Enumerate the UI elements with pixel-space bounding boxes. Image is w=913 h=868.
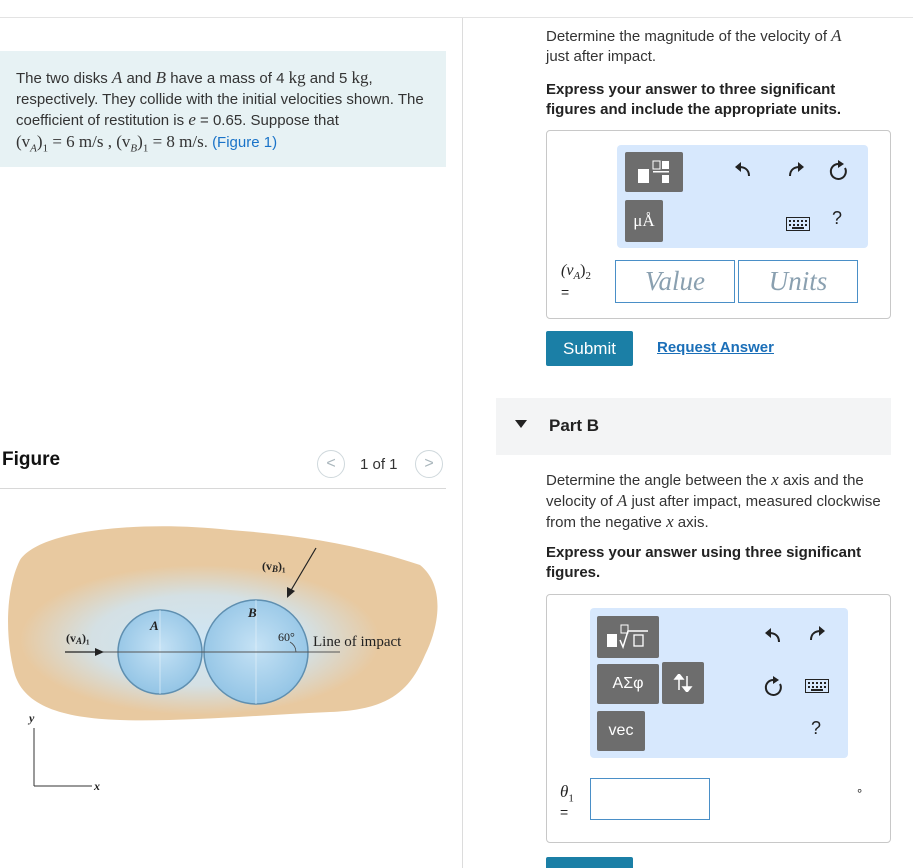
vector-button[interactable] bbox=[597, 711, 645, 751]
reset-button-b[interactable] bbox=[763, 676, 785, 698]
swap-arrows-icon bbox=[673, 674, 693, 692]
units-input[interactable]: Units bbox=[738, 260, 858, 303]
parta-instruction: Express your answer to three significant figures and include the appropriate units. bbox=[546, 81, 842, 118]
template-button[interactable] bbox=[625, 152, 683, 192]
keyboard-icon bbox=[786, 217, 810, 231]
redo-button[interactable] bbox=[786, 160, 806, 180]
caret-down-icon[interactable] bbox=[515, 420, 527, 428]
figure-next-button[interactable] bbox=[415, 450, 443, 478]
greek-button[interactable] bbox=[597, 664, 659, 704]
undo-button[interactable] bbox=[733, 160, 753, 180]
request-answer-link[interactable]: Request Answer bbox=[657, 339, 774, 356]
undo-icon bbox=[764, 627, 782, 645]
reset-icon bbox=[828, 160, 850, 182]
partb-question: Determine the angle between the x axis and the velocity of A just after impact, measured clockwise from the negative x axis. bbox=[546, 470, 881, 531]
parta-variable-label: $(v_A)_2$ bbox=[561, 262, 591, 283]
radical-template-icon bbox=[604, 622, 652, 652]
figure-title: Figure bbox=[2, 449, 61, 470]
label-angle: 60° bbox=[278, 630, 295, 644]
fraction-template-icon bbox=[634, 158, 674, 186]
arrows-button[interactable] bbox=[662, 662, 704, 704]
undo-icon bbox=[734, 161, 752, 179]
undo-button-b[interactable] bbox=[763, 626, 783, 646]
help-button[interactable]: ? bbox=[832, 208, 843, 228]
greek-icon: ΑΣφ bbox=[612, 675, 644, 692]
reset-icon bbox=[763, 676, 785, 698]
partb-equals: = bbox=[560, 804, 569, 820]
degree-unit: ° bbox=[857, 786, 863, 801]
figure-divider bbox=[0, 488, 446, 489]
value-input[interactable]: Value bbox=[615, 260, 735, 303]
label-x: x bbox=[94, 779, 100, 793]
redo-icon bbox=[787, 161, 805, 179]
partb-variable-label: $\theta_1$ bbox=[560, 782, 574, 805]
label-va1: (vA)₁ bbox=[66, 631, 90, 646]
chevron-left-icon: < bbox=[326, 455, 336, 472]
column-divider bbox=[462, 18, 463, 868]
submit-button[interactable]: Submit bbox=[546, 331, 633, 366]
vector-icon: vec bbox=[608, 722, 634, 739]
parta-equals: = bbox=[561, 284, 570, 300]
label-line-of-impact: Line of impact bbox=[313, 634, 402, 650]
keyboard-button-b[interactable] bbox=[805, 678, 829, 694]
keyboard-icon bbox=[805, 679, 829, 693]
help-button-b[interactable]: ? bbox=[811, 718, 822, 738]
keyboard-button[interactable] bbox=[786, 216, 810, 232]
parta-question: Determine the magnitude of the velocity of A just after impact. bbox=[546, 26, 842, 65]
reset-button[interactable] bbox=[828, 160, 850, 182]
angle-input[interactable] bbox=[590, 778, 710, 820]
units-button[interactable] bbox=[625, 200, 663, 242]
label-b: B bbox=[248, 605, 257, 620]
figure-link[interactable]: (Figure 1) bbox=[212, 133, 278, 151]
partb-instruction: Express your answer using three significant figures. bbox=[546, 544, 862, 581]
units-icon: μÅ bbox=[633, 211, 655, 230]
redo-button-b[interactable] bbox=[807, 624, 827, 644]
partb-title[interactable]: Part B bbox=[549, 416, 600, 435]
submit-button-b[interactable] bbox=[546, 857, 633, 868]
figure-pager: 1 of 1 bbox=[360, 456, 398, 473]
collision-figure bbox=[0, 490, 446, 810]
figure-prev-button[interactable] bbox=[317, 450, 345, 478]
top-divider bbox=[0, 17, 913, 18]
label-vb1: (vB)₁ bbox=[262, 559, 286, 574]
template-button-b[interactable] bbox=[597, 616, 659, 658]
redo-icon bbox=[808, 625, 826, 643]
label-y: y bbox=[29, 711, 35, 725]
problem-statement: The two disks A and B have a mass of 4 kg and 5 kg, respectively. They collide with the initial velocities shown. The coefficient of restitution is e = 0.65. Suppose that $(v_A)_1 = 6$ m/s , $(v_B)_1 = 8$ m/s. (Figure 1) bbox=[16, 68, 424, 154]
chevron-right-icon: > bbox=[424, 455, 434, 472]
label-a: A bbox=[150, 618, 159, 633]
